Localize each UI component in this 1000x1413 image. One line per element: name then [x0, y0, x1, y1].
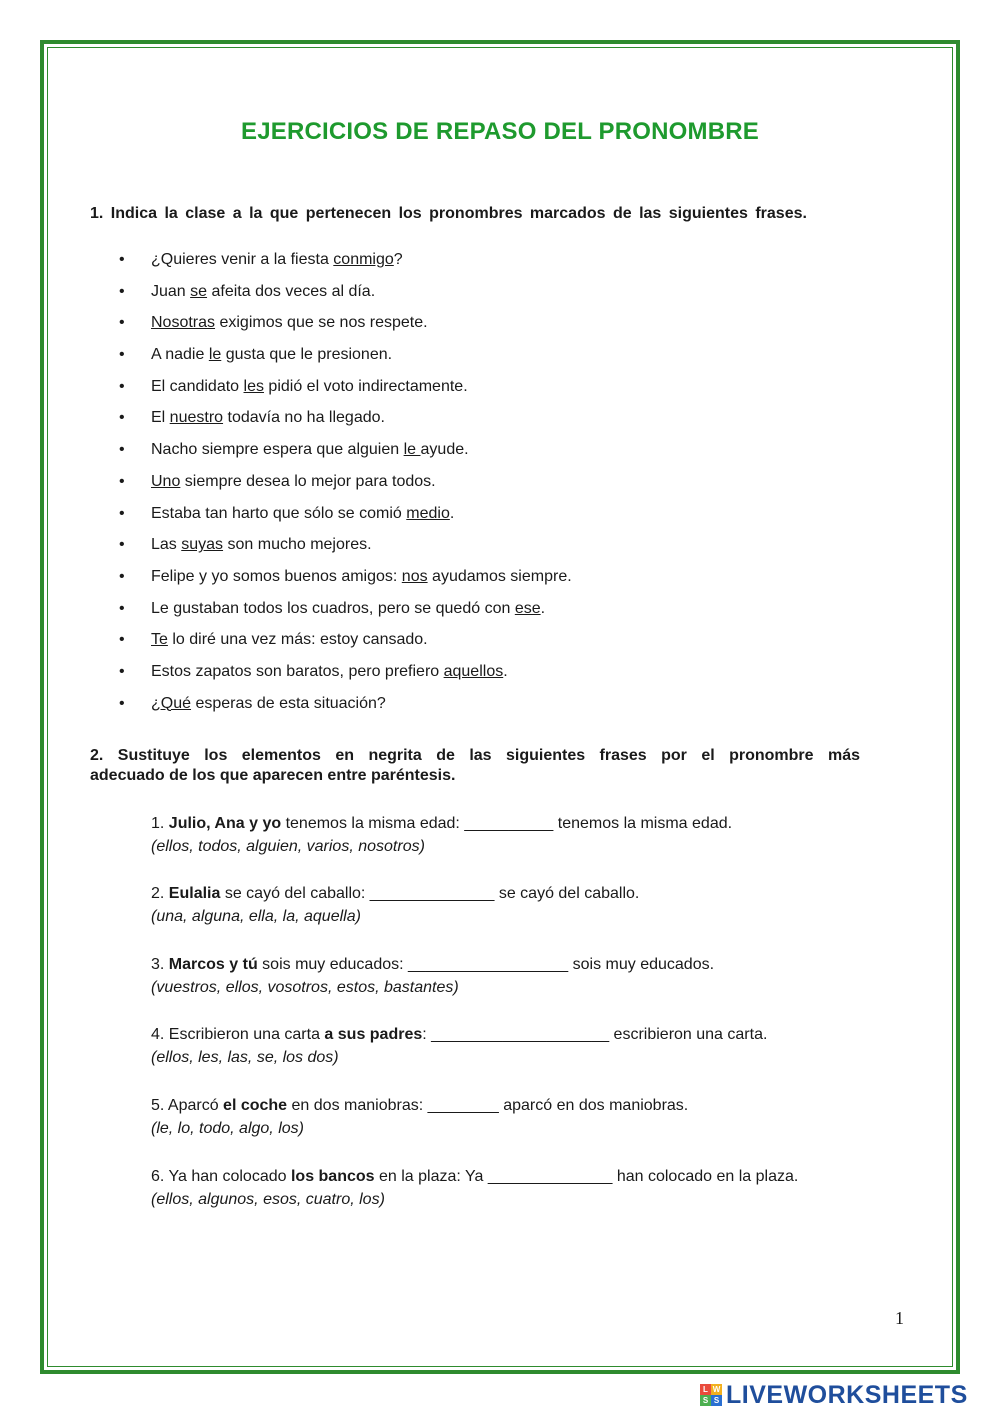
sentence-text: ayudamos siempre.	[427, 567, 572, 585]
exercise2-sentence	[151, 1165, 798, 1188]
exercise2-instruction-line1: 2. Sustituye los elementos en negrita de las siguientes frases por el pronombre más	[90, 747, 860, 764]
exercise2-sentence	[151, 882, 639, 905]
pronoun-options: (vuestros, ellos, vosotros, estos, bastantes)	[151, 979, 459, 996]
sentence-text: .	[503, 662, 508, 680]
marked-pronoun: nuestro	[169, 409, 224, 427]
sentence-text: A nadie	[151, 346, 209, 364]
logo-tile: L	[700, 1384, 711, 1395]
exercise2-item	[151, 1094, 688, 1140]
list-item	[0, 533, 572, 565]
sentence-text: se cayó del caballo: ______________ se cayó del caballo.	[220, 885, 640, 902]
marked-pronoun: conmigo	[333, 251, 394, 268]
liveworksheets-brand[interactable]	[700, 1380, 968, 1410]
list-item	[0, 406, 572, 438]
list-item	[0, 628, 572, 660]
logo-tile: S	[700, 1395, 711, 1406]
sentence-text: Felipe y yo somos buenos amigos:	[151, 567, 402, 585]
sentence-text: Estaba tan harto que sólo se comió	[151, 504, 407, 522]
bold-element: Julio, Ana y yo	[168, 815, 282, 832]
sentence-text: 5. Aparcó	[151, 1097, 224, 1114]
list-item	[0, 597, 572, 629]
bold-element: Eulalia	[168, 885, 221, 902]
list-item	[0, 438, 572, 470]
bold-element: el coche	[223, 1097, 288, 1114]
sentence-text: 1.	[151, 815, 169, 832]
marked-pronoun: les	[243, 377, 264, 395]
list-item	[0, 692, 572, 724]
marked-pronoun: Uno	[151, 472, 181, 490]
exercise2-instruction-line2: adecuado de los que aparecen entre paréntesis.	[90, 767, 456, 784]
sentence-text: son mucho mejores.	[223, 536, 372, 554]
exercise1-instruction: 1. Indica la clase a la que pertenecen los pronombres marcados de las siguientes frases.	[90, 205, 807, 222]
marked-pronoun: aquellos	[443, 662, 504, 680]
marked-pronoun: le	[208, 346, 222, 364]
sentence-text: pidió el voto indirectamente.	[263, 377, 468, 395]
sentence-text: siempre desea lo mejor para todos.	[180, 472, 436, 490]
sentence-text: Las	[151, 536, 182, 554]
sentence-text: 4. Escribieron una carta	[151, 1026, 325, 1043]
page-number: 1	[895, 1308, 904, 1328]
bullet-icon: •	[119, 409, 125, 427]
marked-pronoun: nos	[401, 567, 428, 585]
sentence-text: tenemos la misma edad: __________ tenemos la misma edad.	[281, 815, 733, 832]
exercise2-item	[151, 1165, 798, 1211]
list-item	[0, 280, 572, 312]
marked-pronoun: medio	[406, 504, 450, 522]
sentence-text: El	[151, 409, 170, 427]
exercise2-sentence	[151, 1023, 767, 1046]
bullet-icon: •	[119, 251, 125, 268]
marked-pronoun: se	[190, 282, 208, 300]
sentence-text: Nacho siempre espera que alguien	[151, 441, 404, 459]
pronoun-options: (ellos, les, las, se, los dos)	[151, 1049, 339, 1066]
pronoun-options: (ellos, algunos, esos, cuatro, los)	[151, 1191, 385, 1208]
pronoun-options: (una, alguna, ella, la, aquella)	[151, 908, 361, 925]
bullet-icon: •	[119, 599, 125, 617]
list-item	[0, 343, 572, 375]
exercise2-item	[151, 812, 732, 858]
sentence-text: esperas de esta situación?	[191, 694, 386, 712]
list-item	[0, 660, 572, 692]
sentence-text: en dos maniobras: ________ aparcó en dos maniobras.	[287, 1097, 689, 1114]
marked-pronoun: Nosotras	[151, 314, 216, 332]
bullet-icon: •	[119, 472, 125, 490]
sentence-text: 2.	[151, 885, 169, 902]
list-item	[0, 311, 572, 343]
marked-pronoun: Te	[151, 631, 168, 649]
sentence-text: en la plaza: Ya ______________ han colocado en la plaza.	[374, 1168, 799, 1185]
marked-pronoun: le	[403, 441, 421, 459]
sentence-text: lo diré una vez más: estoy cansado.	[167, 631, 428, 649]
bold-element: a sus padres	[324, 1026, 423, 1043]
list-item	[0, 565, 572, 597]
list-item	[0, 502, 572, 534]
sentence-text: ayude.	[420, 441, 469, 459]
bullet-icon: •	[119, 536, 125, 554]
bullet-icon: •	[119, 631, 125, 649]
brand-name: LIVEWORKSHEETS	[726, 1380, 968, 1409]
sentence-text: Juan	[151, 282, 191, 300]
list-item	[0, 248, 572, 280]
exercise2-sentence	[151, 1094, 688, 1117]
exercise2-item	[151, 953, 714, 999]
sentence-text: Le gustaban todos los cuadros, pero se quedó con	[151, 599, 515, 617]
sentence-text: sois muy educados: __________________ sois muy educados.	[257, 956, 715, 973]
sentence-text: ?	[393, 251, 403, 268]
sentence-text: todavía no ha llegado.	[223, 409, 385, 427]
bullet-icon: •	[119, 314, 125, 332]
list-item	[0, 375, 572, 407]
sentence-text: 6. Ya han colocado	[151, 1168, 291, 1185]
bullet-icon: •	[119, 662, 125, 680]
sentence-text: gusta que le presionen.	[221, 346, 393, 364]
bullet-icon: •	[119, 441, 125, 459]
marked-pronoun: suyas	[181, 536, 224, 554]
sentence-text: ¿Quieres venir a la fiesta	[151, 251, 334, 268]
bullet-icon: •	[119, 504, 125, 522]
bold-element: los bancos	[290, 1168, 375, 1185]
bullet-icon: •	[119, 377, 125, 395]
exercise2-sentence	[151, 953, 714, 976]
marked-pronoun: ese	[514, 599, 541, 617]
marked-pronoun: ¿Qué	[151, 694, 192, 712]
bullet-icon: •	[119, 567, 125, 585]
exercise2-sentence	[151, 812, 732, 835]
sentence-text: .	[540, 599, 546, 617]
exercise2-item	[151, 1023, 767, 1069]
sentence-text: afeita dos veces al día.	[207, 282, 376, 300]
bullet-icon: •	[119, 346, 125, 364]
sentence-text: .	[449, 504, 455, 522]
sentence-text: : ____________________ escribieron una carta.	[422, 1026, 768, 1043]
logo-tile: S	[711, 1395, 722, 1406]
sentence-text: 3.	[151, 956, 169, 973]
pronoun-options: (ellos, todos, alguien, varios, nosotros)	[151, 838, 425, 855]
sentence-text: El candidato	[151, 377, 244, 395]
worksheet-title: EJERCICIOS DE REPASO DEL PRONOMBRE	[241, 118, 759, 145]
sentence-text: exigimos que se nos respete.	[215, 314, 428, 332]
pronoun-options: (le, lo, todo, algo, los)	[151, 1120, 304, 1137]
sentence-text: Estos zapatos son baratos, pero prefiero	[151, 662, 444, 680]
bullet-icon: •	[119, 694, 125, 712]
exercise2-instruction	[90, 746, 860, 786]
list-item	[0, 470, 572, 502]
logo-tile: W	[712, 1385, 721, 1394]
exercise2-item	[151, 882, 639, 928]
liveworksheets-logo-icon	[700, 1384, 722, 1406]
bullet-icon: •	[119, 282, 125, 300]
exercise1-sentence-list	[0, 248, 572, 723]
bold-element: Marcos y tú	[168, 956, 258, 973]
